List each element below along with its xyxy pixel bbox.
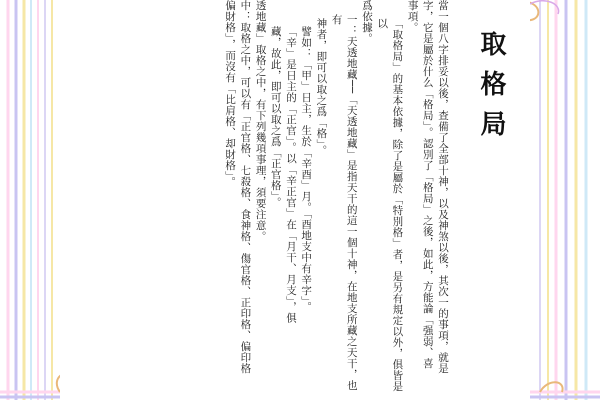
text-line: 中：取格之中，可以有「正官格、七殺格、食神格、傷官格、正印格、偏印格	[239, 0, 252, 374]
body-text	[200, 0, 450, 400]
book-page	[60, 0, 530, 400]
text-line: 藏，故此，即可以取之爲「正官格」。	[269, 26, 282, 208]
chapter-title: 取格局	[476, 30, 506, 150]
text-line: 透地藏」取格之中，有下列幾項事理，須要注意。	[254, 0, 267, 242]
text-line: 譬如：「甲」日主，生於「辛酉」月。「酉地支中有辛字」。	[300, 26, 313, 313]
section-heading: 一：天透地藏──「天透地藏」是指天干的這一個十神，在地支所藏之天干，也有	[330, 14, 358, 391]
text-line: 「辛」是日主的「正官」。以「辛正官」在「月干、月支」，俱	[284, 26, 297, 324]
text-line: 事項。	[406, 0, 419, 33]
text-line: 當一個八字排妥以後，查備了全部十神，以及神煞以後，其次一的事項，就是	[437, 0, 449, 374]
text-line: 爲依據。	[360, 0, 373, 44]
text-line: 字，它是屬於什么「格局」。認別了「格局」之後，如此，方能論「强弱、喜	[421, 0, 434, 369]
text-line: 偏財格」，而沒有「比肩格、却財格」。	[224, 0, 237, 188]
text-line: 神者，即可以取之爲「格」。	[315, 18, 328, 156]
text-line: 「取格局」的基本依據，除了是屬於「特別格」者，是另有規定以外，俱皆是以	[376, 18, 404, 392]
